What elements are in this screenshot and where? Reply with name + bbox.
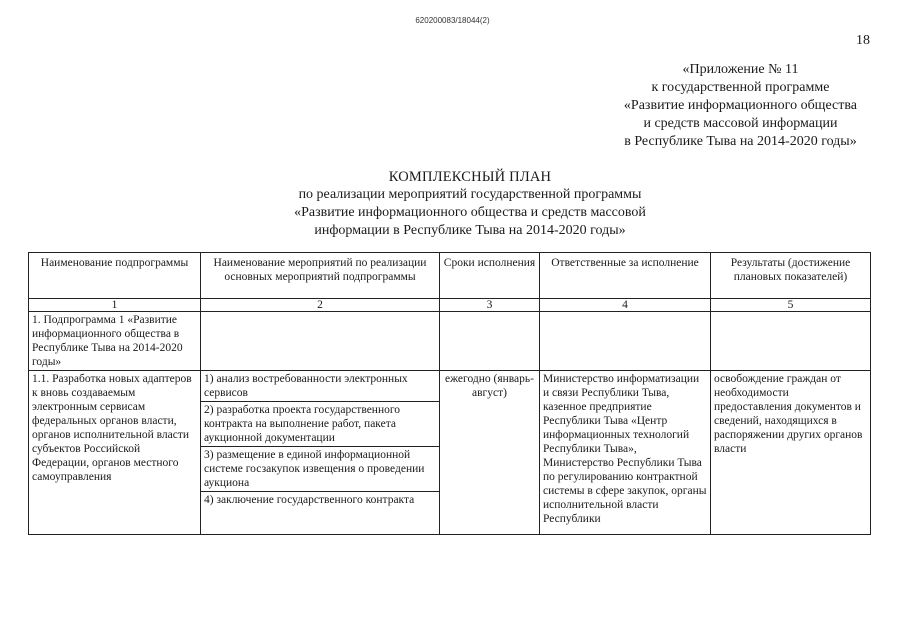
plan-table <box>28 252 871 535</box>
result-cell: освобождение граждан от необходимости предоставления документов и сведений, находящихся в распоряжении других органов власти <box>711 371 871 535</box>
empty-cell <box>440 312 540 371</box>
column-number-row <box>29 299 871 312</box>
activity-name: 1.1. Разработка новых адаптеров к вновь создаваемым электронным сервисам федеральных органов власти, органов исполнительной власти субъектов Российской Федерации, органов местного самоуправления <box>29 371 201 535</box>
appendix-line: к государственной программе <box>651 80 830 95</box>
table-header-row <box>29 253 871 299</box>
subprogram-row <box>29 312 871 371</box>
appendix-line: и средств массовой информации <box>643 116 838 131</box>
empty-cell <box>201 312 440 371</box>
plan-title-line: информации в Республике Тыва на 2014-2020 годы» <box>314 223 626 238</box>
header-cell: Ответственные за исполнение <box>540 253 711 299</box>
appendix-line: «Приложение № 11 <box>682 62 799 77</box>
plan-title-line: «Развитие информационного общества и средств массовой <box>294 205 646 220</box>
activity-step: 3) размещение в единой информационной системе госзакупок извещения о проведении аукциона <box>201 447 439 492</box>
column-number: 3 <box>440 299 540 312</box>
appendix-block <box>624 61 857 151</box>
appendix-line: «Развитие информационного общества <box>623 98 857 113</box>
subprogram-name: 1. Подпрограмма 1 «Развитие информационного общества в Республике Тыва на 2014-2020 годы» <box>29 312 201 371</box>
plan-title-line: по реализации мероприятий государственной программы <box>298 187 642 202</box>
empty-cell <box>711 312 871 371</box>
activity-steps <box>201 371 440 535</box>
table-row <box>29 371 871 535</box>
header-cell: Результаты (достижение плановых показателей) <box>711 253 871 299</box>
plan-title-main: КОМПЛЕКСНЫЙ ПЛАН <box>388 169 552 185</box>
page-number: 18 <box>856 33 870 48</box>
activity-step: 1) анализ востребованности электронных сервисов <box>201 371 439 402</box>
header-cell: Наименование мероприятий по реализации основных мероприятий подпрограммы <box>201 253 440 299</box>
deadline-cell: ежегодно (январь-август) <box>440 371 540 535</box>
appendix-line: в Республике Тыва на 2014-2020 годы» <box>624 134 857 149</box>
header-cell: Сроки исполнения <box>440 253 540 299</box>
activity-step: 4) заключение государственного контракта <box>204 494 415 506</box>
column-number: 1 <box>29 299 201 312</box>
header-cell: Наименование подпрограммы <box>29 253 201 299</box>
column-number: 2 <box>201 299 440 312</box>
activity-step: 2) разработка проекта государственного контракта на выполнение работ, пакета аукционной документации <box>201 402 439 447</box>
plan-title <box>210 168 730 240</box>
responsible-cell: Министерство информатизации и связи Республики Тыва, казенное предприятие Республики Тыва «Центр информационных технологий Республики Тыва», Министерство Республики Тыва по регулированию контрактной системы в сфере закупок, органы исполнительной власти Республики <box>540 371 711 535</box>
empty-cell <box>540 312 711 371</box>
document-id: 620200083/18044(2) <box>415 16 490 25</box>
column-number: 5 <box>711 299 871 312</box>
column-number: 4 <box>540 299 711 312</box>
